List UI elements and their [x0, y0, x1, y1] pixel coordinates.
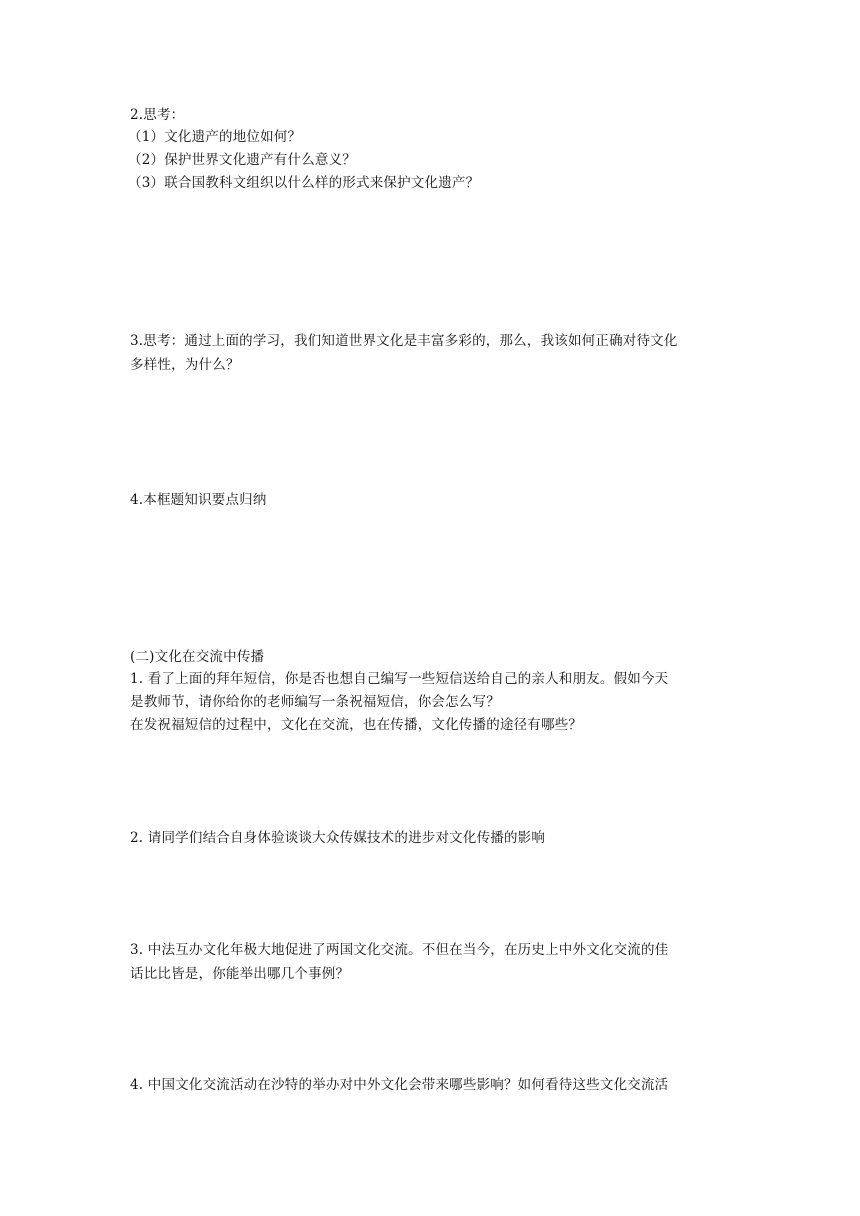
section-2-heading: 2.思考：	[130, 107, 185, 123]
section-3-text-line-1: 3.思考：通过上面的学习，我们知道世界文化是丰富多彩的，那么，我该如何正确对待文化	[130, 333, 678, 349]
part-2-question-1-line-3: 在发祝福短信的过程中，文化在交流，也在传播，文化传播的途径有哪些？	[130, 717, 583, 733]
part-2-question-4-line-1: 4. 中国文化交流活动在沙特的举办对中外文化会带来哪些影响？如何看待这些文化交流活	[130, 1077, 669, 1093]
section-2-question-2: （2）保护世界文化遗产有什么意义？	[128, 152, 356, 168]
part-2-question-3-line-1: 3. 中法互办文化年极大地促进了两国文化交流。不但在当今，在历史上中外文化交流的佳	[130, 942, 669, 958]
part-2-question-3-line-2: 话比比皆是，你能举出哪几个事例？	[130, 966, 350, 982]
section-2-question-1: （1）文化遗产的地位如何？	[128, 129, 302, 145]
part-2-question-1-line-2: 是教师节，请你给你的老师编写一条祝福短信，你会怎么写？	[130, 694, 500, 710]
part-2-question-1-line-1: 1. 看了上面的拜年短信，你是否也想自己编写一些短信送给自己的亲人和朋友。假如今天	[130, 671, 669, 687]
section-3-text-line-2: 多样性，为什么？	[130, 357, 240, 373]
section-2-question-3: （3）联合国教科文组织以什么样的形式来保护文化遗产？	[128, 175, 480, 191]
section-4-heading: 4.本框题知识要点归纳	[130, 492, 267, 508]
part-2-question-2: 2. 请同学们结合自身体验谈谈大众传媒技术的进步对文化传播的影响	[130, 830, 546, 846]
part-2-heading: (二)文化在交流中传播	[130, 649, 265, 665]
